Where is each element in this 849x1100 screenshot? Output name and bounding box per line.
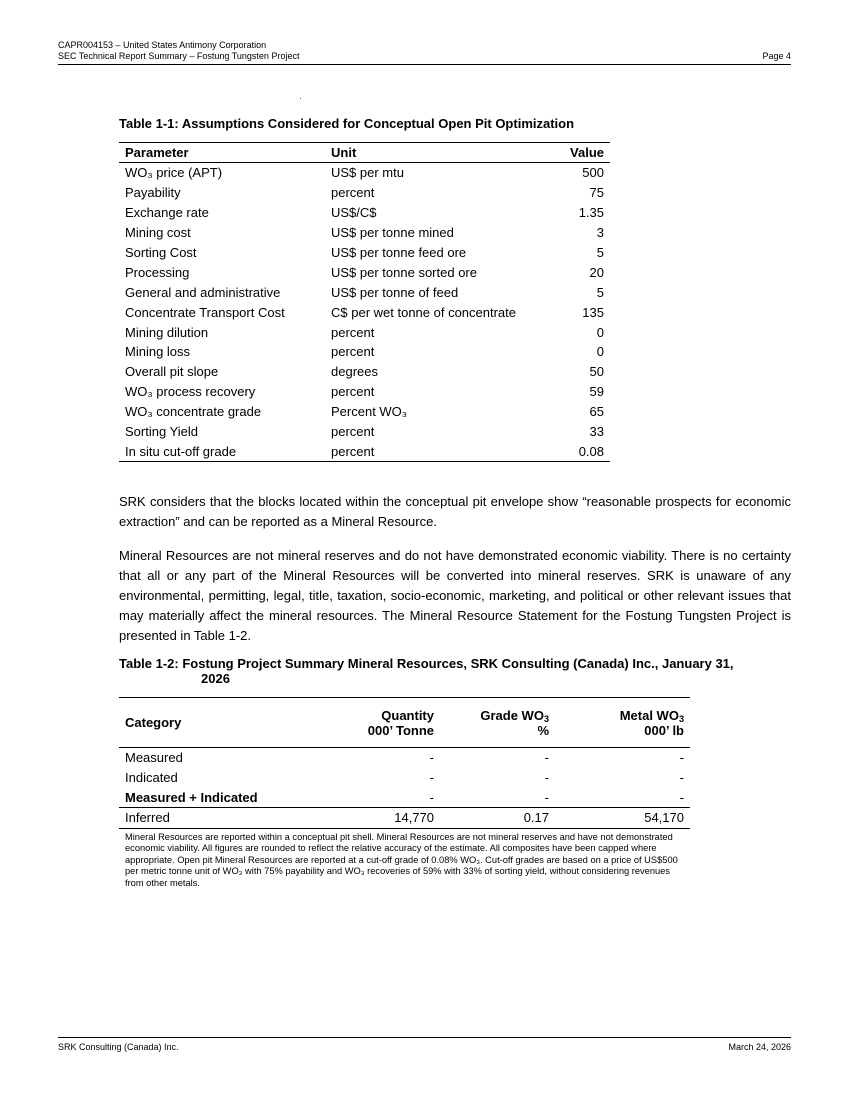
cell-value: 1.35 [578,205,604,221]
cell-value: 0 [596,344,604,360]
cell-unit: US$ per tonne of feed [331,284,459,300]
column-header-parameter: Parameter [119,143,325,163]
metal-header-line1: Metal WO [619,707,679,723]
table-row [119,223,610,243]
cell-quantity: - [429,770,434,786]
cell-parameter: Mining dilution [125,324,209,340]
cell-parameter: Overall pit slope [125,364,219,380]
cell-unit: C$ per wet tonne of concentrate [331,304,517,320]
cell-quantity: 14,770 [313,808,440,829]
header-page-number: Page 4 [762,51,791,61]
cell-unit: US$ per tonne sorted ore [331,264,477,280]
table-row [119,163,610,183]
cell-metal: 54,170 [555,808,690,829]
column-header-category: Category [119,698,313,748]
cell-metal: - [679,770,684,786]
grade-header-line1: Grade WO [480,707,544,723]
cell-value: 3 [596,225,604,241]
cell-unit: Percent WO₃ [331,404,408,420]
header-company-line: CAPR004153 – United States Antimony Corporation [58,40,267,50]
cell-value: 0.08 [556,441,610,461]
cell-value: 50 [589,364,604,380]
cell-unit: percent [331,324,375,340]
cell-value: 500 [582,165,604,181]
table-row [119,382,610,402]
footer-company: SRK Consulting (Canada) Inc. [58,1042,179,1052]
cell-grade: 0.17 [440,808,555,829]
cell-unit: percent [331,185,375,201]
cell-unit: US$ per tonne mined [331,225,454,241]
table-row [119,362,610,382]
table-row [119,243,610,263]
table-1-2-caption-line2: 2026 [201,671,230,686]
cell-parameter: Exchange rate [125,205,209,221]
cell-unit: degrees [331,364,378,380]
grade-header-line2: % [537,722,549,738]
quantity-header-line2: 000’ Tonne [367,722,434,738]
cell-parameter: Sorting Cost [125,245,197,260]
cell-metal: - [555,787,690,807]
column-header-value: Value [556,143,610,163]
cell-parameter: Mining loss [125,344,191,360]
stray-mark [300,98,301,99]
cell-grade: - [440,787,555,807]
page-header [58,40,791,65]
footer-date: March 24, 2026 [728,1042,791,1052]
table-header-row [119,143,610,163]
cell-value: 0 [596,324,604,340]
table-row [119,322,610,342]
cell-parameter: In situ cut-off grade [119,441,325,461]
table-row [119,342,610,362]
table-row [119,402,610,422]
table-row [119,441,610,461]
assumptions-table [119,142,610,462]
table-row [119,183,610,203]
table-row [119,302,610,322]
column-header-unit: Unit [325,143,556,163]
cell-unit: US$ per mtu [331,165,404,181]
table-row [119,282,610,302]
cell-value: 5 [596,284,604,300]
cell-parameter: Concentrate Transport Cost [125,304,285,320]
cell-value: 5 [596,245,604,260]
cell-unit: percent [331,344,375,360]
table-1-2-caption [119,656,791,686]
column-header-grade [440,698,555,748]
cell-value: 135 [582,304,604,320]
cell-parameter: WO₃ concentrate grade [125,404,262,420]
cell-grade: - [544,770,549,786]
cell-unit: US$ per tonne feed ore [331,245,467,260]
cell-parameter: Mining cost [125,225,191,241]
table-row [119,768,690,788]
cell-unit: percent [325,441,556,461]
quantity-header-line1: Quantity [381,707,434,723]
table-1-2-footnote: Mineral Resources are reported within a conceptual pit shell. Mineral Resources are not mineral reserves and have not demonstrated economic viability. All figures are rounded to reflect the relative accuracy of the estimate. All composites have been capped where appropriate. Open pit Mineral Resources are reported at a cut-off grade of 0.08% WO₃. Cut-off grades are based on a price of US$500 per metric tonne unit of WO₃ with 75% payability and WO₃ recoveries of 59% with 33% of sorting yield, without considering revenues from other metals. [125,832,678,888]
cell-parameter: WO₃ price (APT) [125,165,223,181]
cell-category: Inferred [119,808,313,829]
table-header-row [119,698,690,748]
table-row [119,422,610,442]
cell-parameter: General and administrative [125,284,281,300]
table-row [119,748,690,768]
cell-quantity: - [313,787,440,807]
metal-header-subscript: 3 [678,713,684,724]
cell-value: 33 [589,424,604,440]
cell-value: 59 [589,384,604,400]
grade-header-subscript: 3 [543,713,549,724]
paragraph-reasonable-prospects: SRK considers that the blocks located within the conceptual pit envelope show “reasonable prospects for economic extraction” and can be reported as a Mineral Resource. [119,494,791,529]
table-row [119,808,690,829]
table-row [119,787,690,807]
cell-unit: percent [331,384,375,400]
table-1-2-caption-line1: Table 1-2: Fostung Project Summary Mineral Resources, SRK Consulting (Canada) Inc., January 31, [119,656,734,671]
cell-unit: US$/C$ [331,205,377,221]
cell-category: Indicated [125,770,178,786]
mineral-resources-table [119,697,690,829]
cell-grade: - [544,750,549,766]
column-header-metal [555,698,690,748]
cell-category: Measured + Indicated [119,787,313,807]
cell-value: 20 [589,264,604,280]
cell-parameter: WO₃ process recovery [125,384,256,400]
header-report-title: SEC Technical Report Summary – Fostung Tungsten Project [58,51,300,61]
cell-category: Measured [125,750,183,766]
cell-parameter: Processing [125,264,190,280]
metal-header-line2: 000’ lb [644,722,684,738]
table-row [119,262,610,282]
table-row [119,203,610,223]
cell-parameter: Sorting Yield [125,424,198,440]
cell-parameter: Payability [125,185,181,201]
cell-value: 75 [589,185,604,201]
page-footer [58,1037,791,1053]
column-header-quantity [313,698,440,748]
cell-value: 65 [589,404,604,420]
cell-quantity: - [429,750,434,766]
table-1-1-caption: Table 1-1: Assumptions Considered for Conceptual Open Pit Optimization [119,116,575,131]
cell-metal: - [679,750,684,766]
paragraph-mineral-resources-disclaimer: Mineral Resources are not mineral reserves and do not have demonstrated economic viability. There is no certainty that all or any part of the Mineral Resources will be converted into mineral reserves. SRK is unaware of any environmental, permitting, legal, title, taxation, socio-economic, marketing, and political or other relevant issues that may materially affect the mineral resources. The Mineral Resource Statement for the Fostung Tungsten Project is presented in Table 1-2. [119,548,791,643]
cell-unit: percent [331,424,375,440]
